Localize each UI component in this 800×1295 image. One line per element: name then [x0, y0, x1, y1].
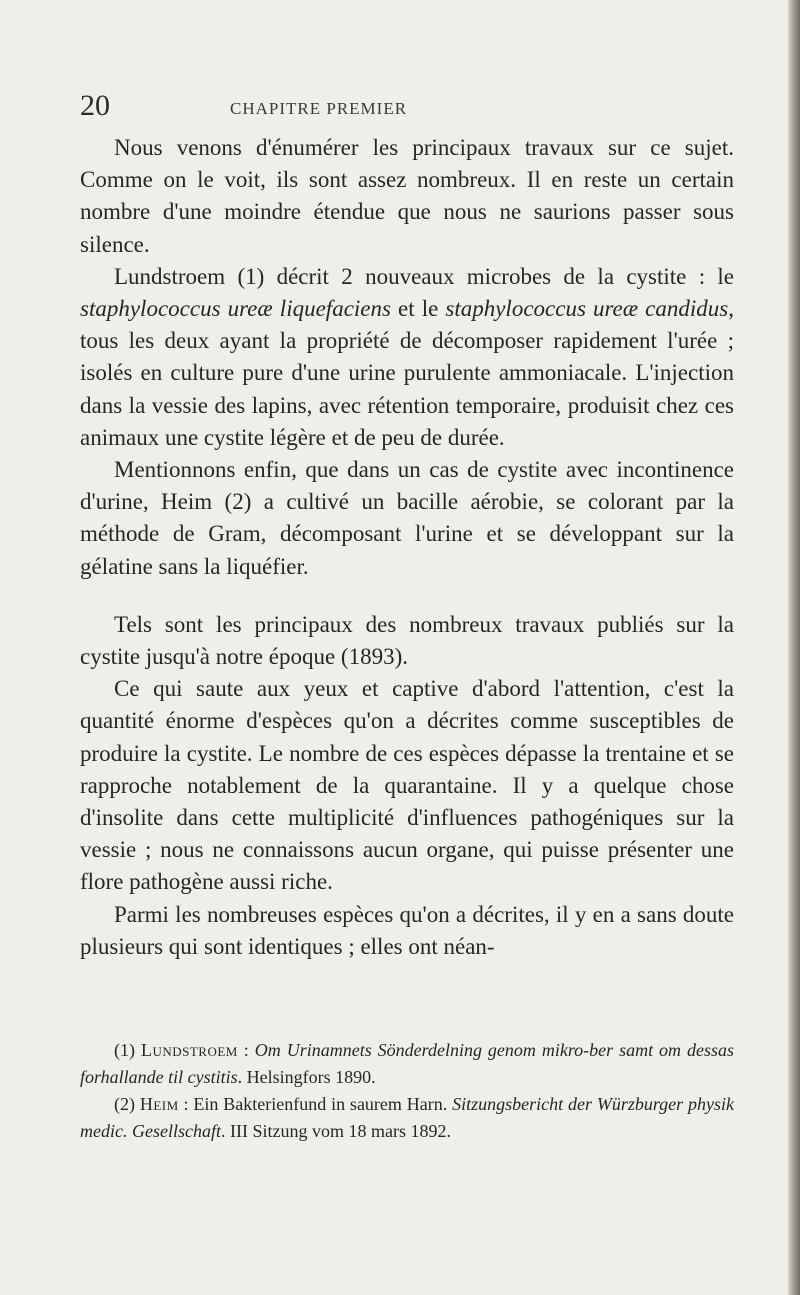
body-text [80, 132, 734, 963]
footnotes [80, 1037, 734, 1145]
paragraph-text: et le [390, 296, 446, 322]
paragraph: Tels sont les principaux des nombreux travaux publiés sur la cystite jusqu'à notre époque (1893). [80, 611, 734, 670]
footnote-title: Sitzungsbericht der Würzburger physik medic. Gesellschaft [80, 1094, 735, 1141]
species-name: staphylococcus ureæ candidus [445, 296, 729, 322]
paragraph: Parmi les nombreuses espèces qu'on a décrites, il y en a sans doute plusieurs qui sont identiques ; elles ont néan- [80, 901, 734, 959]
footnote-text: . III Sitzung vom 18 mars 1892. [220, 1121, 451, 1141]
page-number: 20 [80, 89, 110, 122]
species-name: staphylococcus ureæ liquefaciens [80, 296, 391, 322]
paragraph: Mentionnons enfin, que dans un cas de cystite avec incontinence d'urine, Heim (2) a cultivé un bacille aérobie, se colorant par la méthode de Gram, décomposant l'urine et se développant sur la gélatine sans la liquéfier. [80, 457, 734, 579]
paragraph [80, 261, 734, 454]
paragraph-text: , tous les deux ayant la propriété de décomposer rapidement l'urée ; isolés en culture pure d'une urine purulente ammoniacale. L'injection dans la vessie des lapins, avec rétention temporaire, produisit chez ces animaux une cystite légère et de peu de durée. [80, 296, 734, 450]
paragraph-text: Lundstroem (1) décrit 2 nouveaux microbes de la cystite : le [114, 263, 734, 289]
footnote-2 [80, 1091, 734, 1145]
footnote-number: (1) [114, 1040, 135, 1060]
paragraph: Ce qui saute aux yeux et captive d'abord l'attention, c'est la quantité énorme d'espèces qu'on a décrites comme susceptibles de produire la cystite. Le nombre de ces espèces dépasse la trentaine et se rapproche notablement de la quarantaine. Il y a quelque chose d'insolite dans cette multiplicité d'influences pathogéniques sur la vessie ; nous ne connaissons aucun organe, qui puisse présenter une flore pathogène aussi riche. [80, 676, 734, 895]
footnote-author: Heim [139, 1094, 179, 1114]
paragraph: Nous venons d'énumérer les principaux travaux sur ce sujet. Comme on le voit, ils sont assez nombreux. Il en reste un certain nombre d'une moindre étendue que nous ne saurions passer sous silence. [80, 135, 734, 257]
page-edge-shadow [788, 0, 800, 1295]
footnote-separator: : [178, 1094, 194, 1114]
footnote-text: Ein Bakterienfund in saurem Harn. [193, 1094, 453, 1114]
footnote-separator: : [237, 1040, 255, 1060]
footnote-1 [80, 1037, 734, 1091]
footnote-number: (2) [114, 1094, 135, 1114]
chapter-title: CHAPITRE PREMIER [230, 99, 408, 118]
running-head [80, 86, 740, 130]
footnote-text: . Helsingfors 1890. [237, 1067, 376, 1087]
footnote-title: Om Urinamnets Sönderdelning genom mikro-ber samt om dessas forhallande til cystitis [80, 1040, 735, 1087]
footnote-author: Lundstroem [140, 1040, 238, 1060]
